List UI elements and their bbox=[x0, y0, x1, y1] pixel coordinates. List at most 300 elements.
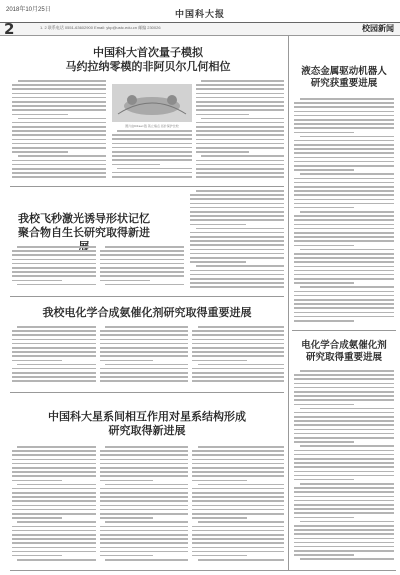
text-line bbox=[294, 458, 394, 460]
text-line bbox=[294, 186, 394, 188]
text-line bbox=[192, 555, 247, 557]
text-line bbox=[192, 471, 284, 473]
text-line bbox=[12, 380, 96, 382]
text-line bbox=[100, 496, 188, 498]
text-line bbox=[294, 119, 394, 121]
text-line bbox=[100, 275, 184, 277]
text-line bbox=[12, 517, 62, 519]
text-line bbox=[294, 203, 394, 205]
text-line bbox=[198, 484, 284, 486]
text-line bbox=[100, 263, 184, 265]
text-line bbox=[190, 240, 284, 242]
text-line bbox=[12, 143, 106, 145]
text-line bbox=[294, 450, 394, 452]
text-line bbox=[294, 219, 394, 221]
text-line bbox=[100, 347, 188, 349]
article-body bbox=[192, 446, 284, 566]
text-line bbox=[100, 517, 153, 519]
text-line bbox=[100, 492, 188, 494]
text-line bbox=[12, 496, 96, 498]
text-line bbox=[300, 558, 394, 560]
article-body bbox=[12, 80, 106, 183]
text-line bbox=[12, 334, 96, 336]
article-body bbox=[100, 446, 188, 566]
text-line bbox=[112, 151, 192, 153]
article-body bbox=[100, 246, 184, 292]
text-line bbox=[17, 446, 96, 448]
text-line bbox=[17, 484, 96, 486]
text-line bbox=[294, 178, 394, 180]
text-line bbox=[294, 115, 394, 117]
text-line bbox=[192, 376, 284, 378]
text-line bbox=[294, 307, 394, 309]
text-line bbox=[192, 454, 284, 456]
text-line bbox=[294, 508, 394, 510]
text-line bbox=[12, 109, 106, 111]
text-line bbox=[100, 538, 188, 540]
text-line bbox=[12, 114, 68, 116]
text-line bbox=[198, 446, 284, 448]
text-line bbox=[300, 408, 394, 410]
text-line bbox=[196, 130, 284, 132]
text-line bbox=[192, 526, 284, 528]
text-line bbox=[192, 530, 284, 532]
text-line bbox=[294, 454, 394, 456]
text-line bbox=[294, 378, 394, 380]
text-line bbox=[196, 84, 284, 86]
text-line bbox=[100, 454, 188, 456]
text-line bbox=[100, 372, 188, 374]
headline-line: 中国科大星系间相互作用对星系结构形成 bbox=[48, 410, 246, 423]
text-line bbox=[100, 542, 188, 544]
text-line bbox=[17, 559, 96, 561]
text-line bbox=[12, 454, 96, 456]
text-line bbox=[294, 383, 394, 385]
text-line bbox=[112, 164, 160, 166]
text-line bbox=[294, 374, 394, 376]
text-line bbox=[196, 228, 284, 230]
text-line bbox=[190, 203, 284, 205]
article-body bbox=[12, 446, 96, 566]
text-line bbox=[294, 123, 394, 125]
headline-line: 研究取得新进展 bbox=[108, 424, 186, 437]
text-line bbox=[192, 347, 284, 349]
text-line bbox=[190, 278, 284, 280]
text-line bbox=[294, 261, 394, 263]
text-line bbox=[294, 500, 394, 502]
text-line bbox=[294, 512, 394, 514]
text-line bbox=[196, 172, 284, 174]
text-line bbox=[100, 368, 188, 370]
text-line bbox=[12, 122, 106, 124]
text-line bbox=[196, 265, 284, 267]
headline-a4 bbox=[10, 306, 284, 320]
text-line bbox=[294, 144, 394, 146]
text-line bbox=[12, 254, 96, 256]
text-line bbox=[12, 492, 96, 494]
text-line bbox=[192, 459, 284, 461]
text-line bbox=[12, 450, 96, 452]
text-line bbox=[192, 547, 284, 549]
text-line bbox=[100, 450, 188, 452]
text-line bbox=[105, 326, 188, 328]
text-line bbox=[294, 228, 394, 230]
text-line bbox=[196, 126, 284, 128]
text-line bbox=[198, 364, 284, 366]
text-line bbox=[12, 330, 96, 332]
text-line bbox=[294, 429, 394, 431]
text-line bbox=[12, 372, 96, 374]
text-line bbox=[12, 343, 96, 345]
text-line bbox=[294, 132, 354, 134]
text-line bbox=[294, 245, 354, 247]
text-line bbox=[294, 140, 394, 142]
text-line bbox=[294, 395, 394, 397]
text-line bbox=[100, 339, 188, 341]
headline-line: 马约拉纳零模的非阿贝尔几何相位 bbox=[65, 60, 231, 73]
text-line bbox=[192, 355, 284, 357]
text-line bbox=[12, 463, 96, 465]
text-line bbox=[190, 249, 284, 251]
text-line bbox=[12, 475, 96, 477]
text-line bbox=[100, 530, 188, 532]
text-line bbox=[12, 151, 68, 153]
text-line bbox=[192, 343, 284, 345]
text-line bbox=[294, 270, 394, 272]
text-line bbox=[294, 106, 394, 108]
text-line bbox=[300, 98, 394, 100]
text-line bbox=[100, 250, 184, 252]
text-line bbox=[192, 450, 284, 452]
text-line bbox=[192, 339, 284, 341]
text-line bbox=[100, 555, 153, 557]
text-line bbox=[192, 351, 284, 353]
text-line bbox=[294, 387, 394, 389]
text-line bbox=[100, 488, 188, 490]
text-line bbox=[201, 80, 284, 82]
text-line bbox=[190, 224, 246, 226]
text-line bbox=[100, 355, 188, 357]
text-line bbox=[112, 138, 192, 140]
text-line bbox=[294, 215, 394, 217]
divider bbox=[10, 392, 284, 393]
text-line bbox=[196, 176, 284, 178]
text-line bbox=[12, 271, 96, 273]
text-line bbox=[100, 360, 153, 362]
text-line bbox=[294, 299, 394, 301]
text-line bbox=[190, 274, 284, 276]
text-line bbox=[294, 253, 394, 255]
text-line bbox=[12, 551, 96, 553]
text-line bbox=[192, 488, 284, 490]
text-line bbox=[105, 446, 188, 448]
text-line bbox=[300, 136, 394, 138]
text-line bbox=[294, 303, 394, 305]
issue-date: 2018年10月25日 bbox=[6, 7, 51, 13]
text-line bbox=[12, 509, 96, 511]
text-line bbox=[100, 334, 188, 336]
text-line bbox=[190, 219, 284, 221]
text-line bbox=[12, 280, 62, 282]
text-line bbox=[12, 547, 96, 549]
divider bbox=[292, 330, 396, 331]
text-line bbox=[198, 559, 284, 561]
text-line bbox=[100, 551, 188, 553]
article-body bbox=[190, 190, 284, 292]
text-line bbox=[294, 182, 394, 184]
text-line bbox=[294, 420, 394, 422]
text-line bbox=[190, 244, 284, 246]
text-line bbox=[12, 534, 96, 536]
text-line bbox=[105, 284, 184, 286]
text-line bbox=[112, 134, 192, 136]
text-line bbox=[294, 157, 394, 159]
text-line bbox=[12, 538, 96, 540]
text-line bbox=[294, 165, 394, 167]
text-line bbox=[100, 526, 188, 528]
text-line bbox=[294, 525, 394, 527]
text-line bbox=[17, 326, 96, 328]
text-line bbox=[100, 351, 188, 353]
text-line bbox=[300, 286, 394, 288]
text-line bbox=[192, 480, 247, 482]
text-line bbox=[201, 118, 284, 120]
headline-a6 bbox=[10, 410, 284, 438]
text-line bbox=[192, 551, 284, 553]
text-line bbox=[192, 517, 247, 519]
text-line bbox=[190, 282, 284, 284]
text-line bbox=[192, 467, 284, 469]
headline-line: 电化学合成氨催化剂 bbox=[301, 340, 387, 351]
text-line bbox=[294, 278, 394, 280]
text-line bbox=[18, 155, 106, 157]
text-line bbox=[294, 391, 394, 393]
text-line bbox=[12, 275, 96, 277]
page-number: 2 bbox=[4, 20, 15, 38]
text-line bbox=[12, 84, 106, 86]
text-line bbox=[294, 282, 354, 284]
text-line bbox=[12, 172, 106, 174]
text-line bbox=[190, 270, 284, 272]
text-line bbox=[198, 521, 284, 523]
text-line bbox=[294, 266, 394, 268]
headline-line: 我校飞秒激光诱导形状记忆 bbox=[18, 212, 150, 225]
text-line bbox=[294, 491, 394, 493]
text-line bbox=[196, 160, 284, 162]
text-line bbox=[196, 139, 284, 141]
text-line bbox=[100, 380, 188, 382]
text-line bbox=[12, 347, 96, 349]
text-line bbox=[105, 246, 184, 248]
text-line bbox=[12, 168, 106, 170]
text-line bbox=[196, 122, 284, 124]
text-line bbox=[196, 190, 284, 192]
text-line bbox=[196, 97, 284, 99]
text-line bbox=[294, 424, 394, 426]
text-line bbox=[12, 505, 96, 507]
text-line bbox=[294, 257, 394, 259]
text-line bbox=[12, 368, 96, 370]
article-body bbox=[112, 130, 192, 183]
text-line bbox=[100, 267, 184, 269]
text-line bbox=[190, 232, 284, 234]
text-line bbox=[196, 134, 284, 136]
text-line bbox=[12, 267, 96, 269]
text-line bbox=[12, 459, 96, 461]
article-body bbox=[192, 326, 284, 388]
text-line bbox=[18, 118, 106, 120]
text-line bbox=[294, 194, 394, 196]
text-line bbox=[112, 172, 192, 174]
section-title: 校园新闻 bbox=[362, 23, 394, 33]
article-photo bbox=[112, 84, 192, 122]
text-line bbox=[192, 505, 284, 507]
text-line bbox=[192, 496, 284, 498]
text-line bbox=[294, 487, 394, 489]
text-line bbox=[294, 232, 394, 234]
text-line bbox=[17, 246, 96, 248]
text-line bbox=[192, 372, 284, 374]
text-line bbox=[100, 534, 188, 536]
text-line bbox=[100, 500, 188, 502]
text-line bbox=[300, 249, 394, 251]
article-body bbox=[196, 80, 284, 183]
text-line bbox=[12, 355, 96, 357]
headline-line: 中国科大首次量子模拟 bbox=[93, 46, 203, 59]
text-line bbox=[192, 542, 284, 544]
text-line bbox=[294, 504, 394, 506]
text-line bbox=[105, 521, 188, 523]
text-line bbox=[12, 259, 96, 261]
text-line bbox=[12, 471, 96, 473]
text-line bbox=[112, 155, 192, 157]
text-line bbox=[100, 480, 153, 482]
text-line bbox=[294, 127, 394, 129]
text-line bbox=[294, 479, 354, 481]
text-line bbox=[105, 364, 188, 366]
text-line bbox=[12, 250, 96, 252]
text-line bbox=[100, 280, 150, 282]
text-line bbox=[294, 554, 354, 556]
text-line bbox=[192, 500, 284, 502]
text-line bbox=[100, 471, 188, 473]
text-line bbox=[17, 284, 96, 286]
text-line bbox=[105, 559, 188, 561]
text-line bbox=[12, 130, 106, 132]
article-body bbox=[100, 326, 188, 388]
text-line bbox=[196, 143, 284, 145]
text-line bbox=[12, 93, 106, 95]
text-line bbox=[294, 466, 394, 468]
divider bbox=[10, 570, 396, 571]
text-line bbox=[300, 521, 394, 523]
article-body bbox=[294, 98, 394, 326]
text-line bbox=[12, 376, 96, 378]
text-line bbox=[100, 254, 184, 256]
text-line bbox=[294, 416, 394, 418]
text-line bbox=[12, 555, 62, 557]
text-line bbox=[12, 160, 106, 162]
text-line bbox=[294, 517, 354, 519]
text-line bbox=[12, 339, 96, 341]
text-line bbox=[294, 496, 394, 498]
photo-illustration bbox=[112, 84, 192, 122]
text-line bbox=[100, 509, 188, 511]
text-line bbox=[294, 295, 394, 297]
text-line bbox=[190, 194, 284, 196]
text-line bbox=[12, 480, 62, 482]
text-line bbox=[12, 164, 106, 166]
text-line bbox=[105, 484, 188, 486]
headline-line: 聚合物自生长研究取得新进展 bbox=[18, 226, 150, 253]
text-line bbox=[294, 533, 394, 535]
text-line bbox=[12, 139, 106, 141]
text-line bbox=[196, 114, 249, 116]
text-line bbox=[294, 320, 354, 322]
text-line bbox=[294, 546, 394, 548]
text-line bbox=[12, 134, 106, 136]
text-line bbox=[294, 316, 394, 318]
text-line bbox=[100, 467, 188, 469]
text-line bbox=[190, 286, 284, 288]
text-line bbox=[294, 412, 394, 414]
text-line bbox=[12, 97, 106, 99]
text-line bbox=[300, 445, 394, 447]
text-line bbox=[294, 475, 394, 477]
text-line bbox=[300, 483, 394, 485]
text-line bbox=[12, 542, 96, 544]
text-line bbox=[112, 143, 192, 145]
headline-a5 bbox=[292, 340, 396, 364]
text-line bbox=[100, 513, 188, 515]
text-line bbox=[12, 488, 96, 490]
text-line bbox=[100, 547, 188, 549]
text-line bbox=[190, 198, 284, 200]
text-line bbox=[190, 257, 284, 259]
text-line bbox=[17, 521, 96, 523]
text-line bbox=[294, 102, 394, 104]
text-line bbox=[294, 111, 394, 113]
text-line bbox=[190, 207, 284, 209]
text-line bbox=[196, 105, 284, 107]
text-line bbox=[190, 261, 246, 263]
text-line bbox=[196, 151, 249, 153]
masthead-title: 中国科大报 bbox=[174, 10, 225, 20]
text-line bbox=[100, 505, 188, 507]
text-line bbox=[190, 236, 284, 238]
text-line bbox=[100, 343, 188, 345]
text-line bbox=[100, 271, 184, 273]
text-line bbox=[117, 168, 192, 170]
text-line bbox=[294, 312, 394, 314]
text-line bbox=[12, 101, 106, 103]
text-line bbox=[100, 459, 188, 461]
text-line bbox=[192, 538, 284, 540]
text-line bbox=[192, 534, 284, 536]
text-line bbox=[201, 155, 284, 157]
text-line bbox=[192, 330, 284, 332]
text-line bbox=[12, 513, 96, 515]
text-line bbox=[294, 404, 354, 406]
headline-a1 bbox=[20, 46, 276, 74]
text-line bbox=[294, 148, 394, 150]
article-body bbox=[12, 246, 96, 292]
text-line bbox=[12, 88, 106, 90]
text-line bbox=[12, 105, 106, 107]
headline-a2 bbox=[292, 66, 396, 90]
text-line bbox=[112, 176, 192, 178]
headline-line: 研究取得重要进展 bbox=[305, 352, 382, 363]
